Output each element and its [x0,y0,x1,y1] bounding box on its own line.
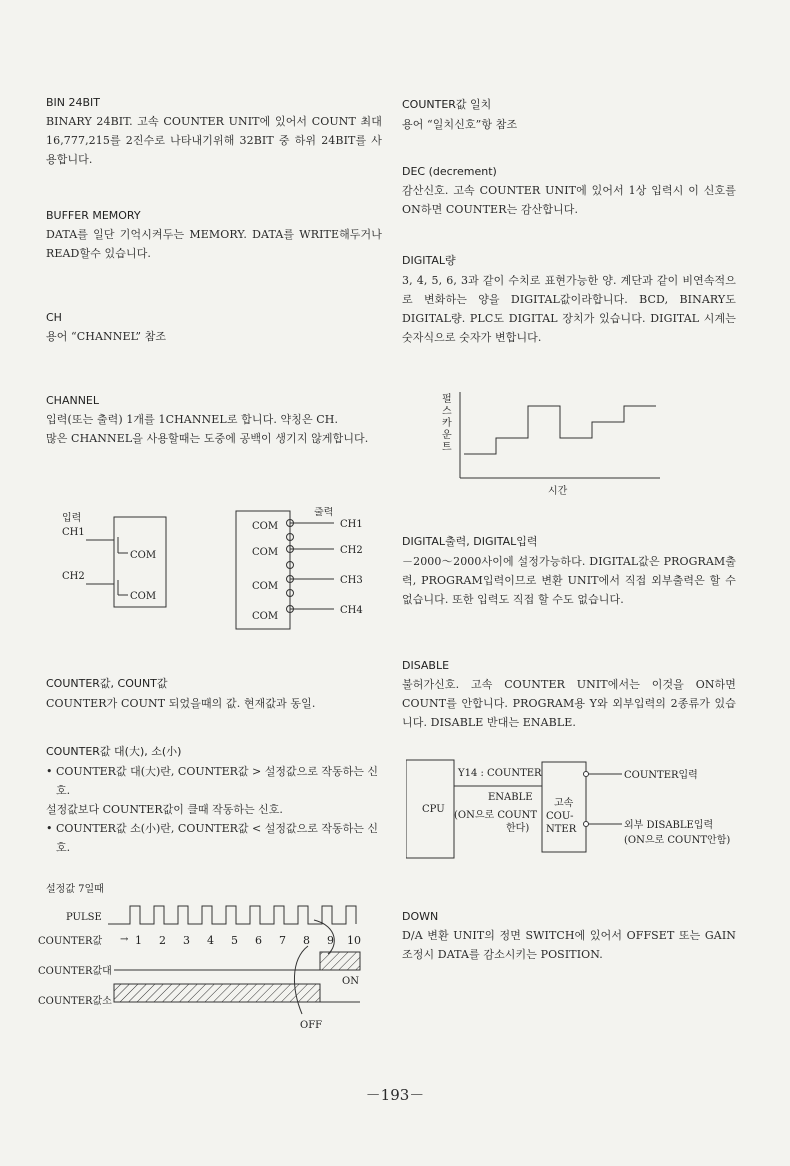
ext-disable-label-2: (ON으로 COUNT안함) [624,835,731,846]
small-on-region [114,984,320,1002]
ylabel [442,392,452,453]
channel-diagram [46,507,382,637]
pulse-label: PULSE [66,912,102,923]
page-number: －193－ [365,1086,425,1104]
entry-channel [46,394,382,448]
count-3: 3 [183,934,190,947]
y14-label: Y14 : COUNTER [458,768,542,779]
term-heading: CH [46,311,62,324]
timing-title: 설정값 7일때 [46,884,104,895]
count-5: 5 [231,934,238,947]
arrow-glyph: → [120,934,129,945]
counter-input-label: COUNTER입력 [624,770,698,781]
on-count-label-2: 한다) [506,823,530,834]
counter-small-label: COUNTER값소 [38,996,112,1007]
count-7: 7 [279,934,286,947]
entry-counter-compare [46,743,382,857]
off-label: OFF [300,1020,323,1031]
entry-dec [402,165,736,219]
xlabel: 시간 [548,486,568,497]
term-heading: DOWN [402,910,439,923]
term-heading: CHANNEL [46,394,100,407]
transition-arrow-2 [294,946,308,1014]
term-heading: DEC (decrement) [402,165,497,178]
out-ch3-label: CH3 [340,575,363,586]
in-com-label-1: COM [130,550,157,561]
term-heading: DIGITAL량 [402,254,456,267]
disable-diagram [406,758,736,864]
on-label: ON [342,976,359,987]
in-ch2-label: CH2 [62,571,85,582]
term-heading: BIN 24BIT [46,96,101,109]
count-1: 1 [135,934,142,947]
term-heading: COUNTER값, COUNT값 [46,677,168,690]
out-com-2: COM [252,547,279,558]
term-definition-extra: 많은 CHANNEL을 사용할때는 도중에 공백이 생기지 않게합니다. [46,432,369,445]
out-com-1: COM [252,521,279,532]
count-4: 4 [207,934,214,947]
counter-value-label: COUNTER값 [38,936,103,947]
term-definition: 3, 4, 5, 6, 3과 같이 수치로 표현가능한 양. 계단과 같이 비연속적으로 변화하는 양을 DIGITAL값이라합니다. BCD, BINARY도 DIGITAL량. PLC도 DIGITAL 장치가 있습니다. DIGITAL 시계는 숫자식으로 숫자가 변합니다. [402,274,736,344]
step-line [464,406,656,454]
term-definition: 불허가신호. 고속 COUNTER UNIT에서는 이것을 ON하면 COUNT를 안합니다. PROGRAM용 Y와 외부입력의 2종류가 있습니다. DISABLE 반대는 ENABLE. [402,678,736,729]
entry-counter-value [46,675,382,713]
term-definition: －2000～2000사이에 설정가능하다. DIGITAL값은 PROGRAM출력, PROGRAM입력이므로 변환 UNIT에서 직접 외부출력은 할 수 없습니다. 또한 입력도 직접 할 수도 없습니다. [402,555,736,606]
count-8: 8 [303,934,310,947]
entry-down [402,910,736,964]
out-com-4: COM [252,611,279,622]
term-definition: D/A 변환 UNIT의 정면 SWITCH에 있어서 OFFSET 또는 GAIN 조정시 DATA를 감소시키는 POSITION. [402,929,736,961]
hs-label-1: 고속 [554,798,574,809]
out-ch4-label: CH4 [340,605,363,616]
term-heading: COUNTER값 일치 [402,98,492,111]
term-definition: COUNTER가 COUNT 되었을때의 값. 현재값과 동일. [46,697,316,710]
on-count-label-1: (ON으로 COUNT [454,810,538,821]
count-9: 9 [327,934,334,947]
in-com-label-2: COM [130,591,157,602]
count-numbers [135,934,361,947]
bullet-small: • COUNTER값 소(小)란, COUNTER값 < 설정값으로 작동하는 신호. [46,822,378,854]
hs-label-3: NTER [546,824,577,835]
entry-disable [402,659,736,732]
entry-ch [46,311,382,346]
digital-step-chart [428,390,668,502]
hs-label-2: COU- [546,811,574,822]
ylabel-text: 펄 스 카 운 트 [442,394,452,453]
term-heading: BUFFER MEMORY [46,209,141,222]
entry-digital-io [402,533,736,609]
out-ch1-label: CH1 [340,519,363,530]
entry-counter-match [402,96,736,134]
ext-disable-label: 외부 DISABLE입력 [624,820,714,831]
in-label: 입력 [62,513,82,524]
out-com-3: COM [252,581,279,592]
entry-bin24 [46,96,382,169]
term-heading: COUNTER값 대(大), 소(小) [46,745,182,758]
term-definition: 입력(또는 출력) 1개를 1CHANNEL로 합니다. 약칭은 CH. [46,413,339,426]
term-definition: BINARY 24BIT. 고속 COUNTER UNIT에 있어서 COUNT 최대 16,777,215를 2진수로 나타내기위해 32BIT 중 하위 24BIT를 사용합니다. [46,115,382,166]
count-10: 10 [347,934,361,947]
in-ch1-label: CH1 [62,527,85,538]
term-heading: DISABLE [402,659,450,672]
term-definition: 용어 “CHANNEL” 참조 [46,330,167,343]
term-heading: DIGITAL출력, DIGITAL입력 [402,535,538,548]
entry-buffer-memory [46,209,382,263]
term-definition: DATA를 일단 기억시켜두는 MEMORY. DATA를 WRITE해두거나 READ할수 있습니다. [46,228,382,260]
term-definition: 용어 “일치신호”항 참조 [402,118,518,131]
cpu-label: CPU [422,804,445,815]
timing-diagram [38,880,368,1050]
count-2: 2 [159,934,166,947]
counter-big-label: COUNTER값대 [38,966,112,977]
out-ch2-label: CH2 [340,545,363,556]
count-6: 6 [255,934,262,947]
entry-digital [402,252,736,347]
enable-label: ENABLE [488,792,533,803]
term-definition: 감산신호. 고속 COUNTER UNIT에 있어서 1상 입력시 이 신호를 ON하면 COUNTER는 감산합니다. [402,184,736,216]
note-large: 설정값보다 COUNTER값이 클때 작동하는 신호. [46,803,283,816]
out-label: 출력 [314,507,334,518]
bullet-large: • COUNTER값 대(大)란, COUNTER값 > 설정값으로 작동하는 신호. [46,765,378,797]
big-on-region [320,952,360,970]
